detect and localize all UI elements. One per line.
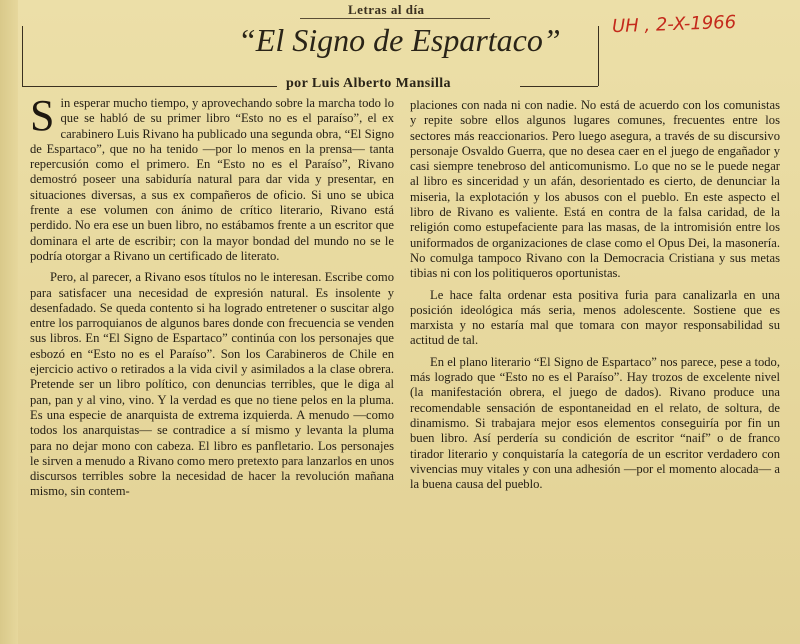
title-frame-right xyxy=(598,26,599,86)
paper-edge xyxy=(0,0,18,644)
byline-rule-right xyxy=(520,86,598,87)
paragraph: placiones con nada ni con nadie. No está de acuerdo con los comunistas y repite sobre ellos algunos lugares comunes, frecuentes entre los sectores más reaccionarios. Pero luego asegura, a través de su discursivo personaje Osvaldo Guerra, que no desea caer en el juego de engañador y casi siempre tenebroso del anticomunismo. Lo que no se le puede negar al libro es sinceridad y un afán, desorientado es cierto, de denunciar la miseria, la explotación y los abusos con el pueblo. En este aspecto el libro de Rivano es valiente. Está en contra de la falsa caridad, de la religión como estupefaciente para las masas, de la intromisión entre los uniformados de organizaciones de clase como el Opus Dei, la masonería. No comulga tampoco Rivano con la Democracia Cristiana y sus metas tibias ni con los politiqueros oportunistas. xyxy=(410,98,780,281)
handwritten-date-note: UH , 2-X-1966 xyxy=(611,11,737,38)
byline: por Luis Alberto Mansilla xyxy=(286,76,451,91)
section-heading: Letras al día xyxy=(348,2,425,17)
article-column-left xyxy=(30,96,394,640)
paragraph xyxy=(30,96,394,264)
title-frame-left xyxy=(22,26,23,86)
paragraph-text: in esperar mucho tiempo, y aprovechando sobre la marcha todo lo que se habló de su primer libro “Esto no es el paraíso”, el ex carabinero Luis Rivano ha publicado una segunda obra, “El Signo de Espartaco”, que no ha tenido —por lo menos en la prensa— tanta repercusión como el primero. En “Esto no es el Paraíso”, Rivano demostró poseer una sabiduría natural para dar vida y presentar, en situaciones diversas, a sus ex compañeros de oficio. Si uno se ubica frente a ese volumen con ánimo de crítico literario, Rivano está perdido. No era ese un buen libro, no estábamos frente a un escritor que dominara el arte de escribir; con la mayor bondad del mundo no se le podría otorgar a Rivano un certificado de literato. xyxy=(30,96,394,263)
paragraph: Pero, al parecer, a Rivano esos títulos no le interesan. Escribe como para satisfacer una necesidad de expresión natural. Es insolente y desenfadado. Se queda contento si ha logrado entretener o suscitar algo entre los parroquianos de algunos bares donde con frecuencia se venden sus libros. En “El Signo de Espartaco” continúa con los personajes que esbozó en “Esto no es el Paraíso”. Son los Carabineros de Chile en ejercicio activo o retirados a la vida civil y asimilados a la clase obrera. Pretende ser un libro político, con denuncias terribles, que le diga al pan, pan y al vino, vino. Y la verdad es que no tiene pelos en la pluma. Es una especie de anarquista de extrema izquierda. A menudo —como todos los anarquistas— se contradice a sí mismo y levanta la pluma para no dejar mono con cabeza. El libro es panfletario. Los personajes le sirven a menudo a Rivano como mero pretexto para lanzarlos en unos discursos terribles sobre la necesidad de hacer la revolución mañana mismo, sin contem- xyxy=(30,270,394,499)
article-column-right xyxy=(410,98,780,642)
paragraph: En el plano literario “El Signo de Espartaco” nos parece, pese a todo, más logrado que “Esto no es el Paraíso”. Hay trozos de excelente nivel (la manifestación obrera, el juego de dados). Rivano produce una recomendable sensación de espontaneidad en el relato, de soltura, de dinamismo. Si trabajara mejor esos elementos conseguiría por fin un buen libro. Así perdería su condición de escritor “naif” o de franco tirador literario y conquistaría la categoría de un escritor verdadero con vivencias muy vitales y con una adhesión —por el momento alocada— a la buena causa del pueblo. xyxy=(410,354,780,492)
article-title: “El Signo de Espartaco” xyxy=(238,22,561,58)
byline-rule-left xyxy=(22,86,277,87)
drop-cap: S xyxy=(30,96,55,140)
section-rule xyxy=(300,18,490,19)
paragraph: Le hace falta ordenar esta positiva furia para canalizarla en una posición ideológica más seria, menos adolescente. Sostiene que es marxista y no estaría mal que tomara con mayor responsabilidad su actitud de tal. xyxy=(410,287,780,348)
